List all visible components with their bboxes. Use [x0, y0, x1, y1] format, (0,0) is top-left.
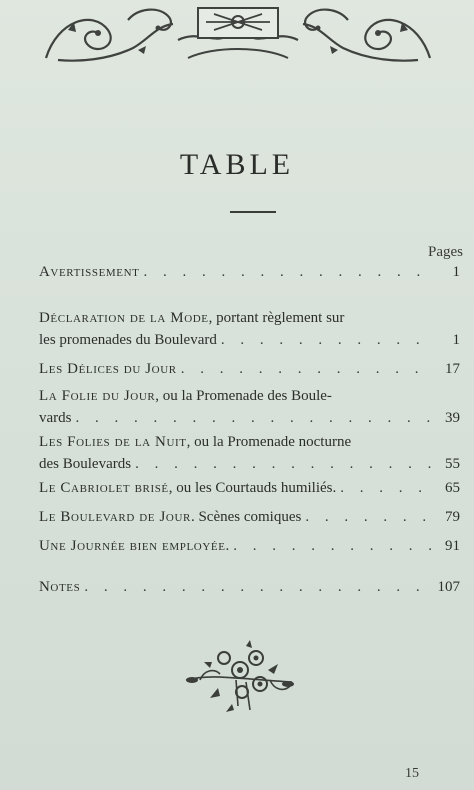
- leader-dots: [143, 261, 434, 283]
- entry-title: Les Délices du Jour: [39, 361, 177, 377]
- entry-subtitle: . Scènes comiques: [190, 509, 302, 525]
- toc-entry: [39, 506, 460, 528]
- entry-title: Une Journée bien employée: [39, 538, 226, 554]
- title-divider: [230, 211, 276, 213]
- ornamental-headpiece-icon: [38, 0, 438, 70]
- entry-page: 17: [445, 361, 460, 377]
- page-title: TABLE: [179, 148, 295, 181]
- entry-page: 91: [445, 538, 460, 554]
- leader-dots: [233, 535, 434, 557]
- entry-page: 79: [445, 509, 460, 525]
- toc-entry: [39, 431, 460, 475]
- entry-page: 107: [437, 579, 460, 595]
- leader-dots: [181, 358, 434, 380]
- leader-dots: [76, 407, 435, 429]
- leader-dots: [221, 329, 434, 351]
- entry-title: Avertissement: [39, 264, 140, 280]
- leader-dots: [305, 506, 434, 528]
- toc-entry: [39, 535, 460, 557]
- entry-subtitle: , portant règlement sur: [208, 310, 345, 326]
- toc-entry: [39, 477, 460, 499]
- entry-subtitle: , ou la Promenade des Boule-: [155, 388, 332, 404]
- entry-page: 1: [452, 264, 460, 280]
- leader-dots: [135, 453, 434, 475]
- toc-entry: [39, 358, 460, 380]
- entry-title-continuation: vards: [39, 410, 72, 426]
- leader-dots: [340, 477, 434, 499]
- page-number: 15: [405, 766, 419, 781]
- entry-title: Les Folies de la Nuit: [39, 434, 187, 450]
- entry-title-continuation: les promenades du Boulevard: [39, 332, 217, 348]
- entry-subtitle: , ou les Courtauds humiliés.: [168, 480, 337, 496]
- entry-title: Notes: [39, 579, 81, 595]
- leader-dots: [84, 576, 433, 598]
- toc-entry: [39, 261, 460, 283]
- entry-page: 65: [445, 480, 460, 496]
- toc-entry: [39, 576, 460, 598]
- entry-subtitle: , ou la Promenade nocturne: [186, 434, 352, 450]
- entry-title: La Folie du Jour: [39, 388, 156, 404]
- pages-column-label: Pages: [428, 244, 463, 260]
- floral-tailpiece-icon: [180, 640, 298, 716]
- entry-title: Déclaration de la Mode: [39, 310, 209, 326]
- entry-title: Le Boulevard de Jour: [39, 509, 191, 525]
- entry-title-continuation: des Boulevards: [39, 456, 132, 472]
- entry-page: 39: [445, 410, 460, 426]
- entry-page: 1: [452, 332, 460, 348]
- toc-entry: [39, 385, 460, 429]
- entry-subtitle: .: [225, 538, 230, 554]
- toc-entry: [39, 307, 460, 351]
- entry-page: 55: [445, 456, 460, 472]
- entry-title: Le Cabriolet brisé: [39, 480, 169, 496]
